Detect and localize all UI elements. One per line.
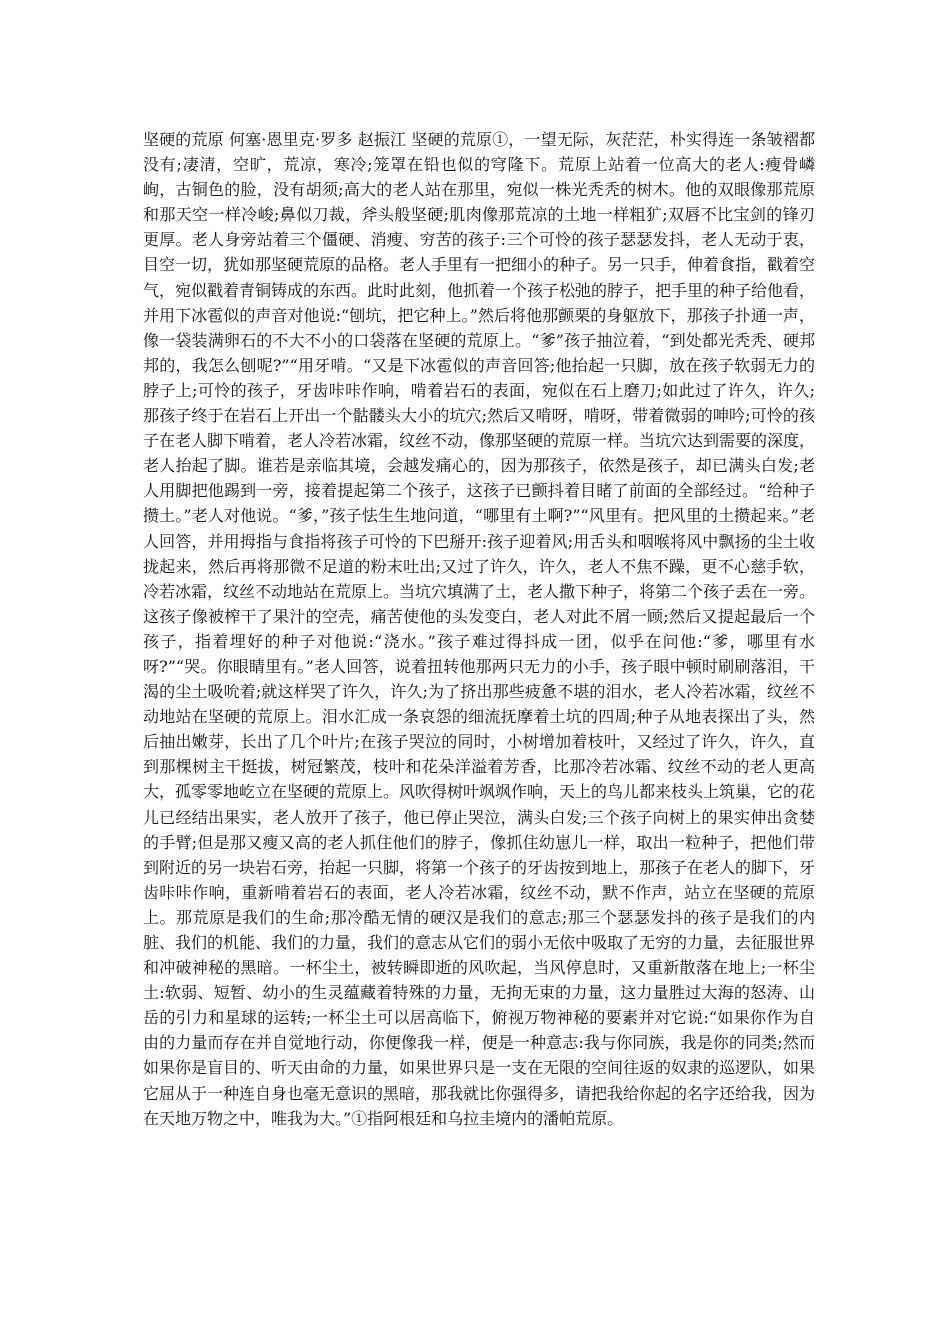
document-body-text: 坚硬的荒原 何塞·恩里克·罗多 赵振江 坚硬的荒原①，一望无际，灰茫茫，朴实得连一条皱褶都没有;凄清，空旷，荒凉，寒冷;笼罩在铅也似的穹隆下。荒原上站着一位高大的老人:瘦骨嶙峋，古铜色的脸，没有胡须;高大的老人站在那里，宛似一株光秃秃的树木。他的双眼像那荒原和那天空一样冷峻;鼻似刀裁，斧头般坚硬;肌肉像那荒凉的土地一样粗犷;双唇不比宝剑的锋刃更厚。老人身旁站着三个僵硬、消瘦、穷苦的孩子:三个可怜的孩子瑟瑟发抖，老人无动于衷，目空一切，犹如那坚硬荒原的品格。老人手里有一把细小的种子。另一只手，伸着食指，戳着空气，宛似戳着青铜铸成的东西。此时此刻，他抓着一个孩子松弛的脖子，把手里的种子给他看，并用下冰雹似的声音对他说:“刨坑，把它种上。”然后将他那颤栗的身躯放下，那孩子扑通一声，像一袋装满卵石的不大不小的口袋落在坚硬的荒原上。“爹”孩子抽泣着，“到处都光秃秃、硬邦邦的，我怎么刨呢?”“用牙啃。“又是下冰雹似的声音回答;他抬起一只脚，放在孩子软弱无力的脖子上;可怜的孩子，牙齿咔咔作响，啃着岩石的表面，宛似在石上磨刀;如此过了许久，许久;那孩子终于在岩石上开出一个骷髅头大小的坑穴;然后又啃呀，啃呀，带着微弱的呻吟;可怜的孩子在老人脚下啃着，老人冷若冰霜，纹丝不动，像那坚硬的荒原一样。当坑穴达到需要的深度，老人抬起了脚。谁若是亲临其境，会越发痛心的，因为那孩子，依然是孩子，却已满头白发;老人用脚把他踢到一旁，接着提起第二个孩子，这孩子已颤抖着目睹了前面的全部经过。“给种子攒土。”老人对他说。“爹，”孩子怯生生地问道，“哪里有土啊?”“风里有。把风里的土攒起来。”老人回答，并用拇指与食指将孩子可怜的下巴掰开:孩子迎着风;用舌头和咽喉将风中飘扬的尘土收拢起来，然后再将那微不足道的粉末吐出;又过了许久，许久，老人不焦不躁，更不心慈手软，冷若冰霜，纹丝不动地站在荒原上。当坑穴填满了土，老人撒下种子，将第二个孩子丢在一旁。这孩子像被榨干了果汁的空壳，痛苦使他的头发变白，老人对此不屑一顾;然后又提起最后一个孩子，指着埋好的种子对他说:“浇水。”孩子难过得抖成一团，似乎在问他:“爹，哪里有水呀?”“哭。你眼睛里有。”老人回答，说着扭转他那两只无力的小手，孩子眼中顿时刷刷落泪，干渴的尘土吸吮着;就这样哭了许久，许久;为了挤出那些疲惫不堪的泪水，老人冷若冰霜，纹丝不动地站在坚硬的荒原上。泪水汇成一条哀怨的细流抚摩着土坑的四周;种子从地表探出了头，然后抽出嫩芽，长出了几个叶片;在孩子哭泣的同时，小树增加着枝叶，又经过了许久，许久，直到那棵树主干挺拔，树冠繁茂，枝叶和花朵洋溢着芳香，比那冷若冰霜、纹丝不动的老人更高大，孤零零地屹立在坚硬的荒原上。风吹得树叶飒飒作响，天上的鸟儿都来枝头上筑巢，它的花儿已经结出果实，老人放开了孩子，他已停止哭泣，满头白发;三个孩子向树上的果实伸出贪婪的手臂;但是那又瘦又高的老人抓住他们的脖子，像抓住幼崽儿一样，取出一粒种子，把他们带到附近的另一块岩石旁，抬起一只脚，将第一个孩子的牙齿按到地上，那孩子在老人的脚下，牙齿咔咔作响，重新啃着岩石的表面，老人冷若冰霜，纹丝不动，默不作声，站立在坚硬的荒原上。那荒原是我们的生命;那冷酷无情的硬汉是我们的意志;那三个瑟瑟发抖的孩子是我们的内脏、我们的机能、我们的力量，我们的意志从它们的弱小无依中吸取了无穷的力量，去征服世界和冲破神秘的黑暗。一杯尘土，被转瞬即逝的风吹起，当风停息时，又重新散落在地上;一杯尘土:软弱、短暂、幼小的生灵蕴藏着特殊的力量，无拘无束的力量，这力量胜过大海的怒涛、山岳的引力和星球的运转;一杯尘土可以居高临下，俯视万物神秘的要素并对它说:“如果你作为自由的力量而存在并自觉地行动，你便像我一样，便是一种意志:我与你同族，我是你的同类;然而如果你是盲目的、听天由命的力量，如果世界只是一支在无限的空间往返的奴隶的巡逻队，如果它屈从于一种连自身也毫无意识的黑暗，那我就比你强得多，请把我给你起的名字还给我，因为在天地万物之中，唯我为大。”①指阿根廷和乌拉圭境内的潘帕荒原。 [143,130,816,1128]
